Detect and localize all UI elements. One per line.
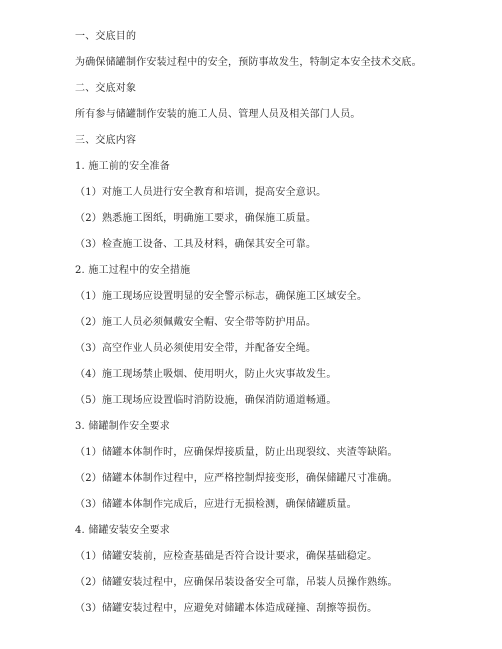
section-2-title: 2. 施工过程中的安全措施: [75, 265, 191, 276]
section-2-item-3: （3）高空作业人员必须使用安全带，并配备安全绳。: [75, 343, 317, 354]
section-1-title: 1. 施工前的安全准备: [75, 161, 170, 172]
section-3-title: 3. 储罐制作安全要求: [75, 421, 170, 432]
section-4-item-2: （2）储罐安装过程中，应确保吊装设备安全可靠，吊装人员操作熟练。: [75, 577, 398, 588]
heading-audience: 二、交底对象: [75, 83, 137, 94]
section-3-item-2: （2）储罐本体制作过程中，应严格控制焊接变形，确保储罐尺寸准确。: [75, 473, 398, 484]
section-4-item-1: （1）储罐安装前，应检查基础是否符合设计要求，确保基础稳定。: [75, 551, 378, 562]
heading-content: 三、交底内容: [75, 135, 137, 146]
section-2-item-4: （4）施工现场禁止吸烟、使用明火，防止火灾事故发生。: [75, 369, 337, 380]
section-1-item-3: （3）检查施工设备、工具及材料，确保其安全可靠。: [75, 239, 317, 250]
section-4-item-3: （3）储罐安装过程中，应避免对储罐本体造成碰撞、刮擦等损伤。: [75, 603, 378, 614]
section-1-item-1: （1）对施工人员进行安全教育和培训，提高安全意识。: [75, 187, 327, 198]
section-4-title: 4. 储罐安装安全要求: [75, 525, 170, 536]
section-2-item-2: （2）施工人员必须佩戴安全帽、安全带等防护用品。: [75, 317, 317, 328]
paragraph-audience: 所有参与储罐制作安装的施工人员、管理人员及相关部门人员。: [75, 109, 361, 120]
paragraph-purpose: 为确保储罐制作安装过程中的安全，预防事故发生，特制定本安全技术交底。: [75, 57, 422, 68]
heading-purpose: 一、交底目的: [75, 31, 137, 42]
section-2-item-5: （5）施工现场应设置临时消防设施，确保消防通道畅通。: [75, 395, 337, 406]
section-1-item-2: （2）熟悉施工图纸，明确施工要求，确保施工质量。: [75, 213, 317, 224]
section-3-item-1: （1）储罐本体制作时，应确保焊接质量，防止出现裂纹、夹渣等缺陷。: [75, 447, 398, 458]
section-2-item-1: （1）施工现场应设置明显的安全警示标志，确保施工区域安全。: [75, 291, 368, 302]
section-3-item-3: （3）储罐本体制作完成后，应进行无损检测，确保储罐质量。: [75, 499, 357, 510]
